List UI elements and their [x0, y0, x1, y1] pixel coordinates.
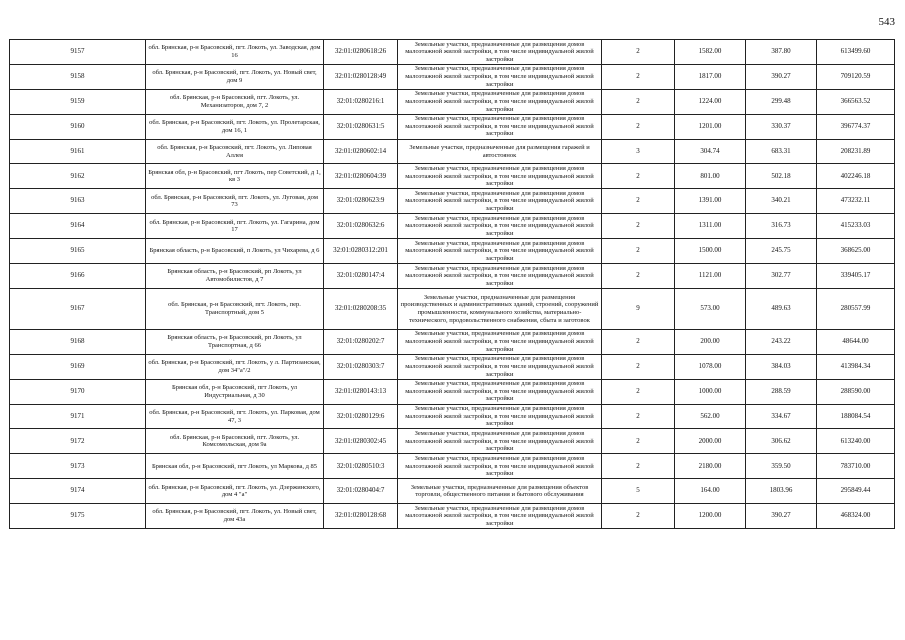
cadastral-value-cell: 473232.11 [817, 189, 895, 214]
row-number: 9172 [10, 429, 146, 454]
area-cell: 801.00 [675, 164, 746, 189]
row-number: 9167 [10, 288, 146, 329]
area-cell: 1200.00 [675, 504, 746, 529]
group-number-cell: 2 [602, 429, 675, 454]
cadastral-number-cell: 32:01:0280404:7 [324, 479, 398, 504]
cadastral-number-cell: 32:01:0280216:1 [324, 89, 398, 114]
cadastral-number-cell: 32:01:0280202:7 [324, 329, 398, 354]
area-cell: 1500.00 [675, 239, 746, 264]
land-purpose-cell: Земельные участки, предназначенные для размещения домов малоэтажной жилой застройки, в том числе индивидуальной жилой застройки [398, 64, 602, 89]
cadastral-value-cell: 288590.00 [817, 379, 895, 404]
specific-value-cell: 245.75 [746, 239, 817, 264]
group-number-cell: 2 [602, 189, 675, 214]
row-number: 9173 [10, 454, 146, 479]
specific-value-cell: 316.73 [746, 214, 817, 239]
specific-value-cell: 243.22 [746, 329, 817, 354]
address-cell: обл. Брянская, р-н Брасовский, пгт. Локоть, ул. Дзержинского, дом 4 "а" [146, 479, 324, 504]
land-purpose-cell: Земельные участки, предназначенные для размещения домов малоэтажной жилой застройки, в том числе индивидуальной жилой застройки [398, 264, 602, 289]
group-number-cell: 2 [602, 114, 675, 139]
row-number: 9162 [10, 164, 146, 189]
table-row [10, 504, 895, 529]
row-number: 9168 [10, 329, 146, 354]
address-cell: обл. Брянская, р-н Брасовский, пгт. Локоть, у л. Партизанская, дом 34"а"/2 [146, 354, 324, 379]
land-purpose-cell: Земельные участки, предназначенные для размещения домов малоэтажной жилой застройки, в том числе индивидуальной жилой застройки [398, 404, 602, 429]
address-cell: обл. Брянская, р-н Брасовский, пгт. Локоть, ул. Новый свет, дом 43а [146, 504, 324, 529]
table-row [10, 288, 895, 329]
row-number: 9170 [10, 379, 146, 404]
table-row [10, 114, 895, 139]
address-cell: Брянская обл, р-н Брасовский, пгт Локоть, ул Маркова, д 85 [146, 454, 324, 479]
address-cell: обл. Брянская, р-н Брасовский, пгт. Локоть, ул. Луговая, дом 73 [146, 189, 324, 214]
group-number-cell: 3 [602, 139, 675, 164]
row-number: 9171 [10, 404, 146, 429]
area-cell: 1121.00 [675, 264, 746, 289]
cadastral-value-cell: 613240.00 [817, 429, 895, 454]
table-row [10, 214, 895, 239]
land-purpose-cell: Земельные участки, предназначенные для размещения производственных и административных зданий, строений, сооружений промышленности, коммунального хозяйства, материально-технического, продовольственного снабжения, сбыта и заготовок [398, 288, 602, 329]
row-number: 9157 [10, 40, 146, 65]
address-cell: Брянская область, р-н Брасовский, п Локоть, ул Чихарева, д 6 [146, 239, 324, 264]
address-cell: Брянская область, р-н Брасовский, рп Локоть, ул Транспортная, д 66 [146, 329, 324, 354]
group-number-cell: 2 [602, 214, 675, 239]
cadastral-number-cell: 32:01:0280510:3 [324, 454, 398, 479]
row-number: 9175 [10, 504, 146, 529]
cadastral-number-cell: 32:01:0280147:4 [324, 264, 398, 289]
land-purpose-cell: Земельные участки, предназначенные для размещения объектов торговли, общественного питания и бытового обслуживания [398, 479, 602, 504]
area-cell: 573.00 [675, 288, 746, 329]
cadastral-number-cell: 32:01:0280302:45 [324, 429, 398, 454]
land-purpose-cell: Земельные участки, предназначенные для размещения домов малоэтажной жилой застройки, в том числе индивидуальной жилой застройки [398, 429, 602, 454]
group-number-cell: 2 [602, 89, 675, 114]
land-purpose-cell: Земельные участки, предназначенные для размещения домов малоэтажной жилой застройки, в том числе индивидуальной жилой застройки [398, 164, 602, 189]
table-row [10, 429, 895, 454]
row-number: 9165 [10, 239, 146, 264]
cadastral-value-cell: 339405.17 [817, 264, 895, 289]
group-number-cell: 2 [602, 264, 675, 289]
area-cell: 1000.00 [675, 379, 746, 404]
address-cell: обл. Брянская, р-н Брасовский, пгт. Локоть, пер. Транспортный, дом 5 [146, 288, 324, 329]
cadastral-value-cell: 402246.18 [817, 164, 895, 189]
group-number-cell: 2 [602, 404, 675, 429]
table-row [10, 264, 895, 289]
row-number: 9166 [10, 264, 146, 289]
address-cell: обл. Брянская, р-н Брасовский, пгт. Локоть, ул. Новый свет, дом 9 [146, 64, 324, 89]
area-cell: 1817.00 [675, 64, 746, 89]
land-purpose-cell: Земельные участки, предназначенные для размещения домов малоэтажной жилой застройки, в том числе индивидуальной жилой застройки [398, 239, 602, 264]
area-cell: 1391.00 [675, 189, 746, 214]
cadastral-value-cell: 468324.00 [817, 504, 895, 529]
land-purpose-cell: Земельные участки, предназначенные для размещения домов малоэтажной жилой застройки, в том числе индивидуальной жилой застройки [398, 354, 602, 379]
land-purpose-cell: Земельные участки, предназначенные для размещения домов малоэтажной жилой застройки, в том числе индивидуальной жилой застройки [398, 454, 602, 479]
address-cell: Брянская обл, р-н Брасовский, пгт Локоть, ул Индустриальная, д 30 [146, 379, 324, 404]
address-cell: обл. Брянская, р-н Брасовский, пгт. Локоть, ул. Заводская, дом 16 [146, 40, 324, 65]
table-row [10, 89, 895, 114]
cadastral-value-table [9, 39, 895, 529]
group-number-cell: 2 [602, 329, 675, 354]
group-number-cell: 9 [602, 288, 675, 329]
specific-value-cell: 306.62 [746, 429, 817, 454]
cadastral-number-cell: 32:01:0280208:35 [324, 288, 398, 329]
cadastral-value-cell: 413984.34 [817, 354, 895, 379]
address-cell: обл. Брянская, р-н Брасовский, пгт. Локоть, ул. Комсомольская, дом 9а [146, 429, 324, 454]
specific-value-cell: 359.50 [746, 454, 817, 479]
specific-value-cell: 384.03 [746, 354, 817, 379]
land-purpose-cell: Земельные участки, предназначенные для размещения домов малоэтажной жилой застройки, в том числе индивидуальной жилой застройки [398, 329, 602, 354]
cadastral-value-cell: 783710.00 [817, 454, 895, 479]
table-row [10, 164, 895, 189]
specific-value-cell: 502.18 [746, 164, 817, 189]
row-number: 9158 [10, 64, 146, 89]
row-number: 9164 [10, 214, 146, 239]
group-number-cell: 5 [602, 479, 675, 504]
cadastral-value-cell: 396774.37 [817, 114, 895, 139]
specific-value-cell: 683.31 [746, 139, 817, 164]
group-number-cell: 2 [602, 64, 675, 89]
cadastral-number-cell: 32:01:0280631:5 [324, 114, 398, 139]
area-cell: 2180.00 [675, 454, 746, 479]
table-row [10, 239, 895, 264]
group-number-cell: 2 [602, 379, 675, 404]
row-number: 9159 [10, 89, 146, 114]
page-number: 543 [878, 16, 895, 28]
area-cell: 562.00 [675, 404, 746, 429]
table-row [10, 40, 895, 65]
cadastral-number-cell: 32:01:0280312:201 [324, 239, 398, 264]
table-row [10, 479, 895, 504]
cadastral-number-cell: 32:01:0280128:49 [324, 64, 398, 89]
row-number: 9161 [10, 139, 146, 164]
row-number: 9160 [10, 114, 146, 139]
specific-value-cell: 299.48 [746, 89, 817, 114]
area-cell: 1582.00 [675, 40, 746, 65]
land-purpose-cell: Земельные участки, предназначенные для размещения домов малоэтажной жилой застройки, в том числе индивидуальной жилой застройки [398, 379, 602, 404]
cadastral-value-cell: 280557.99 [817, 288, 895, 329]
cadastral-number-cell: 32:01:0280604:39 [324, 164, 398, 189]
cadastral-value-cell: 188084.54 [817, 404, 895, 429]
address-cell: Брянская область, р-н Брасовский, рп Локоть, ул Автомобилистов, д 7 [146, 264, 324, 289]
area-cell: 1224.00 [675, 89, 746, 114]
land-purpose-cell: Земельные участки, предназначенные для размещения гаражей и автостоянок [398, 139, 602, 164]
specific-value-cell: 390.27 [746, 504, 817, 529]
group-number-cell: 2 [602, 40, 675, 65]
land-purpose-cell: Земельные участки, предназначенные для размещения домов малоэтажной жилой застройки, в том числе индивидуальной жилой застройки [398, 89, 602, 114]
table-body [10, 40, 895, 529]
cadastral-value-cell: 48644.00 [817, 329, 895, 354]
specific-value-cell: 302.77 [746, 264, 817, 289]
group-number-cell: 2 [602, 164, 675, 189]
cadastral-value-cell: 295849.44 [817, 479, 895, 504]
table-row [10, 329, 895, 354]
land-purpose-cell: Земельные участки, предназначенные для размещения домов малоэтажной жилой застройки, в том числе индивидуальной жилой застройки [398, 504, 602, 529]
cadastral-value-cell: 415233.03 [817, 214, 895, 239]
cadastral-number-cell: 32:01:0280128:68 [324, 504, 398, 529]
specific-value-cell: 1803.96 [746, 479, 817, 504]
address-cell: обл. Брянская, р-н Брасовский, пгт. Локоть, ул. Липовая Аллея [146, 139, 324, 164]
specific-value-cell: 340.21 [746, 189, 817, 214]
table-row [10, 64, 895, 89]
table-row [10, 354, 895, 379]
cadastral-number-cell: 32:01:0280618:26 [324, 40, 398, 65]
address-cell: обл. Брянская, р-н Брасовский, пгт. Локоть, ул. Парковая, дом 47, 3 [146, 404, 324, 429]
area-cell: 1078.00 [675, 354, 746, 379]
cadastral-number-cell: 32:01:0280303:7 [324, 354, 398, 379]
cadastral-number-cell: 32:01:0280623:9 [324, 189, 398, 214]
land-purpose-cell: Земельные участки, предназначенные для размещения домов малоэтажной жилой застройки, в том числе индивидуальной жилой застройки [398, 214, 602, 239]
cadastral-value-cell: 368625.00 [817, 239, 895, 264]
area-cell: 304.74 [675, 139, 746, 164]
row-number: 9169 [10, 354, 146, 379]
row-number: 9174 [10, 479, 146, 504]
specific-value-cell: 334.67 [746, 404, 817, 429]
table-row [10, 189, 895, 214]
specific-value-cell: 387.80 [746, 40, 817, 65]
specific-value-cell: 330.37 [746, 114, 817, 139]
land-purpose-cell: Земельные участки, предназначенные для размещения домов малоэтажной жилой застройки, в том числе индивидуальной жилой застройки [398, 189, 602, 214]
land-purpose-cell: Земельные участки, предназначенные для размещения домов малоэтажной жилой застройки, в том числе индивидуальной жилой застройки [398, 114, 602, 139]
specific-value-cell: 390.27 [746, 64, 817, 89]
area-cell: 164.00 [675, 479, 746, 504]
table-row [10, 139, 895, 164]
area-cell: 200.00 [675, 329, 746, 354]
cadastral-number-cell: 32:01:0280602:14 [324, 139, 398, 164]
row-number: 9163 [10, 189, 146, 214]
address-cell: обл. Брянская, р-н Брасовский, пгт. Локоть, ул. Пролетарская, дом 16, 1 [146, 114, 324, 139]
group-number-cell: 2 [602, 454, 675, 479]
group-number-cell: 2 [602, 354, 675, 379]
area-cell: 1311.00 [675, 214, 746, 239]
cadastral-value-cell: 709120.59 [817, 64, 895, 89]
table-row [10, 454, 895, 479]
group-number-cell: 2 [602, 504, 675, 529]
specific-value-cell: 489.63 [746, 288, 817, 329]
address-cell: обл. Брянская, р-н Брасовский, пгт. Локоть, ул. Механизаторов, дом 7, 2 [146, 89, 324, 114]
address-cell: Брянская обл, р-н Брасовский, пгт Локоть, пер Советский, д 1, кв 3 [146, 164, 324, 189]
specific-value-cell: 288.59 [746, 379, 817, 404]
table-row [10, 404, 895, 429]
cadastral-number-cell: 32:01:0280143:13 [324, 379, 398, 404]
cadastral-number-cell: 32:01:0280632:6 [324, 214, 398, 239]
cadastral-value-cell: 208231.89 [817, 139, 895, 164]
group-number-cell: 2 [602, 239, 675, 264]
area-cell: 1201.00 [675, 114, 746, 139]
cadastral-number-cell: 32:01:0280129:6 [324, 404, 398, 429]
land-purpose-cell: Земельные участки, предназначенные для размещения домов малоэтажной жилой застройки, в том числе индивидуальной жилой застройки [398, 40, 602, 65]
cadastral-value-cell: 366563.52 [817, 89, 895, 114]
table-row [10, 379, 895, 404]
cadastral-value-cell: 613499.60 [817, 40, 895, 65]
address-cell: обл. Брянская, р-н Брасовский, пгт. Локоть, ул. Гагарина, дом 17 [146, 214, 324, 239]
area-cell: 2000.00 [675, 429, 746, 454]
